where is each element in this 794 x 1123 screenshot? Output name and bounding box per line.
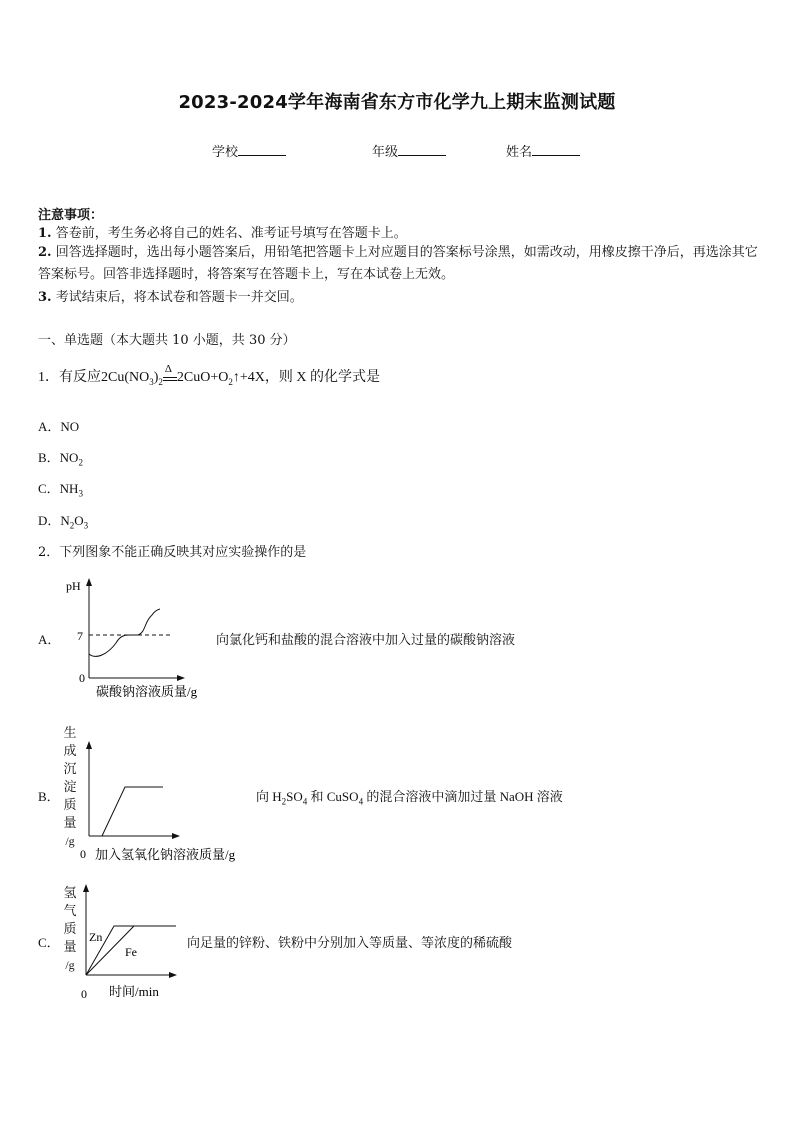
subscript: 2 <box>78 457 83 468</box>
q2-option-a-label[interactable]: A． <box>38 632 61 647</box>
y-axis-arrow-icon <box>86 578 92 586</box>
desc-text: 向 H <box>256 789 282 804</box>
q1-option-d[interactable] <box>38 510 88 531</box>
y-label-char: 量 <box>63 939 77 954</box>
section-title: 一、单选题（本大题共 10 小题，共 30 分） <box>38 333 296 348</box>
name-field <box>506 141 580 160</box>
q1-eq-tail: ↑+4X，则 X 的化学式是 <box>232 370 380 385</box>
subscript: 2 <box>69 520 75 531</box>
note-text: 考试结束后，将本试卷和答题卡一并交回。 <box>55 290 303 305</box>
x-axis-label: 碳酸钠溶液质量/g <box>96 684 198 699</box>
q1-option-a[interactable] <box>38 416 79 435</box>
option-label: A． <box>38 419 61 434</box>
option-text: NH <box>59 481 79 496</box>
y-label-char: 气 <box>63 903 77 918</box>
option-text: O <box>74 513 84 528</box>
q2-option-c-desc: 向足量的锌粉、铁粉中分别加入等质量、等浓度的稀硫酸 <box>187 935 513 950</box>
heat-symbol: Δ <box>164 363 172 375</box>
question-2-stem: 2．下列图象不能正确反映其对应实验操作的是 <box>38 545 307 560</box>
x-axis-label: 时间/min <box>109 984 159 999</box>
q2-graph-c <box>76 878 186 1004</box>
desc-text: 的混合溶液中滴加过量 NaOH 溶液 <box>363 789 563 804</box>
subscript: 2 <box>158 376 163 387</box>
q1-option-c[interactable] <box>38 478 83 499</box>
y-label-char: 质 <box>63 921 77 936</box>
q1-option-b[interactable] <box>38 447 83 468</box>
option-label: D． <box>38 513 61 528</box>
q1-prefix: 1．有反应 <box>38 370 101 385</box>
note-number: 2. <box>38 245 52 260</box>
option-label: C． <box>38 481 60 496</box>
subscript: 3 <box>78 488 83 499</box>
origin-label: 0 <box>79 671 85 685</box>
fe-label: Fe <box>125 945 137 959</box>
y-label-char: 沉 <box>63 761 77 776</box>
note-item-1 <box>38 222 407 241</box>
paren: ) <box>153 370 159 385</box>
q2-option-b-desc <box>256 786 563 807</box>
y-label-char: /g <box>65 834 75 848</box>
note-item-2 <box>38 242 760 286</box>
subscript: 3 <box>149 376 154 387</box>
note-text: 回答选择题时，选出每小题答案后，用铅笔把答题卡上对应题目的答案标号涂黑，如需改动，用橡皮擦干净后，再选涂其它答案标号。回答非选择题时，将答案写在答题卡上，写在本试卷上无效。 <box>38 245 758 282</box>
q2-option-a-desc: 向氯化钙和盐酸的混合溶液中加入过量的碳酸钠溶液 <box>216 632 516 647</box>
tick-7: 7 <box>77 629 83 643</box>
precipitate-line <box>102 787 163 836</box>
school-blank <box>238 143 286 156</box>
y-axis-arrow-icon <box>83 884 89 892</box>
option-text: N <box>60 513 70 528</box>
subscript: 4 <box>302 796 308 807</box>
q2-option-c-label[interactable]: C． <box>38 935 60 950</box>
name-label: 姓名 <box>506 145 533 160</box>
notes-title: 注意事项： <box>38 208 104 223</box>
origin-label: 0 <box>81 987 87 1001</box>
subscript: 2 <box>281 796 287 807</box>
q2-graph-b <box>80 735 260 865</box>
grade-field <box>372 141 446 160</box>
exam-title: 2023-2024学年海南省东方市化学九上期末监测试题 <box>178 92 616 113</box>
zn-label: Zn <box>89 930 103 944</box>
note-number: 1. <box>38 226 52 241</box>
origin-label: 0 <box>80 847 86 861</box>
x-axis-arrow-icon <box>169 972 177 978</box>
school-field <box>212 141 286 160</box>
question-1 <box>38 363 380 387</box>
option-label: B． <box>38 450 60 465</box>
y-label-char: 质 <box>63 797 77 812</box>
school-label: 学校 <box>212 145 239 160</box>
grade-label: 年级 <box>372 145 399 160</box>
x-axis-arrow-icon <box>172 833 180 839</box>
reaction-condition <box>163 363 177 381</box>
y-label-char: 量 <box>63 815 77 830</box>
graph-b-y-label <box>62 724 78 850</box>
y-label-char: 淀 <box>63 779 77 794</box>
y-axis-label: pH <box>66 579 81 593</box>
y-label-char: 成 <box>63 743 77 758</box>
subscript: 4 <box>358 796 364 807</box>
q2-graph-a <box>60 574 220 706</box>
equals-sign <box>163 377 177 381</box>
y-label-char: 生 <box>63 725 77 740</box>
x-axis-label: 加入氢氧化钠溶液质量/g <box>95 847 236 862</box>
option-text: NO <box>59 450 79 465</box>
option-text: NO <box>60 419 80 434</box>
note-text: 答卷前，考生务必将自己的姓名、准考证号填写在答题卡上。 <box>55 226 407 241</box>
desc-text: 和 CuSO <box>307 789 359 804</box>
q1-eq-left: 2Cu(NO <box>101 370 150 385</box>
x-axis-arrow-icon <box>177 675 185 681</box>
note-item-3 <box>38 286 303 305</box>
q2-option-b-label[interactable]: B． <box>38 789 60 804</box>
ph-curve <box>89 609 160 656</box>
grade-blank <box>398 143 446 156</box>
desc-text: SO <box>286 789 303 804</box>
note-number: 3. <box>38 290 52 305</box>
y-label-char: /g <box>65 958 75 972</box>
y-axis-arrow-icon <box>86 741 92 749</box>
subscript: 3 <box>83 520 89 531</box>
subscript: 2 <box>228 376 233 387</box>
q1-eq-right: 2CuO+O <box>176 370 229 385</box>
y-label-char: 氢 <box>63 885 77 900</box>
name-blank <box>532 143 580 156</box>
